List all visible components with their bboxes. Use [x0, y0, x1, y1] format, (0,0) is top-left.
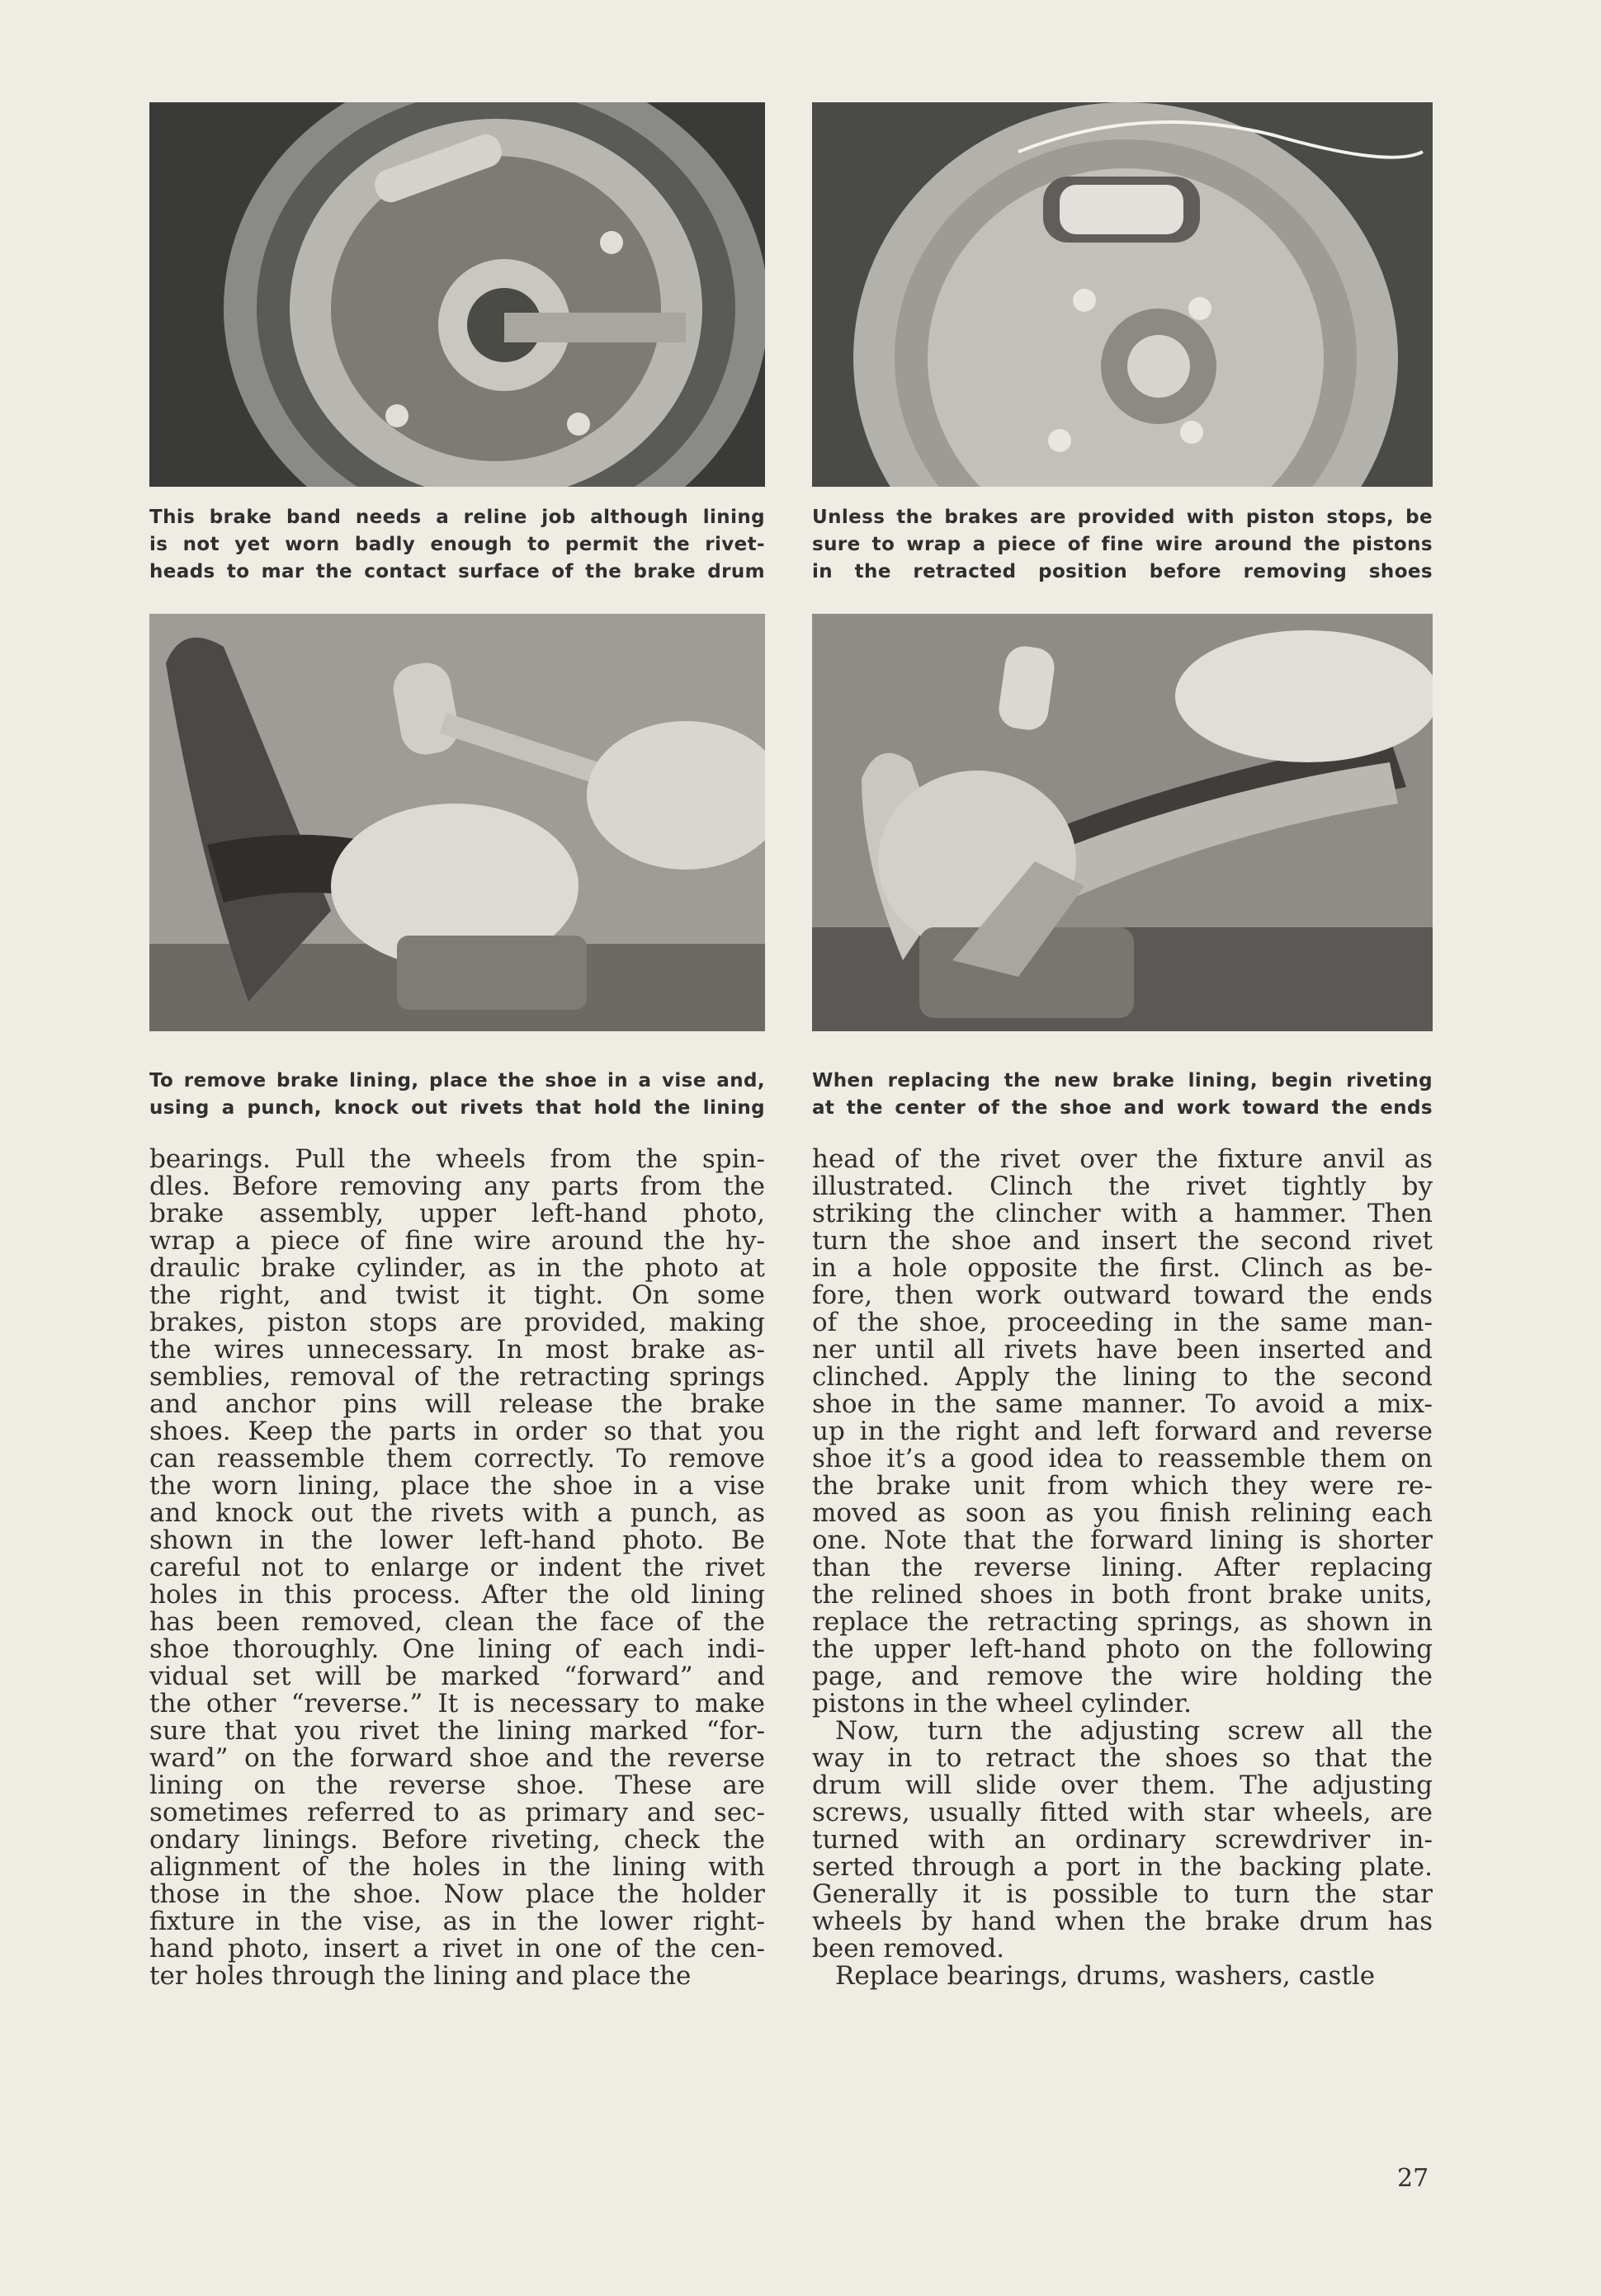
body-text-line: fore, then work outward toward the ends	[812, 1280, 1433, 1310]
caption-bottom-left	[149, 1068, 765, 1122]
body-text-line: turn the shoe and insert the second rivet	[812, 1226, 1433, 1256]
body-text-line: been removed.	[812, 1934, 1005, 1964]
body-text-line: brake assembly, upper left-hand photo,	[149, 1199, 765, 1228]
caption-line: To remove brake lining, place the shoe in a vise and,	[149, 1070, 765, 1091]
body-text-line: wheels by hand when the brake drum has	[812, 1907, 1433, 1936]
body-text-line: turned with an ordinary screwdriver in-	[812, 1825, 1433, 1855]
body-text-line: and anchor pins will release the brake	[149, 1389, 765, 1419]
caption-bottom-right	[812, 1068, 1433, 1122]
body-text-line: shoe in the same manner. To avoid a mix-	[812, 1389, 1433, 1419]
caption-line: This brake band needs a reline job although lining	[149, 507, 765, 528]
body-text-line: shoe thoroughly. One lining of each indi-	[149, 1634, 765, 1664]
page-number: 27	[1397, 2164, 1429, 2193]
body-text-line: semblies, removal of the retracting springs	[149, 1362, 765, 1392]
caption-line: at the center of the shoe and work toward the ends	[812, 1097, 1433, 1119]
caption-top-right	[812, 504, 1433, 586]
body-text-line: striking the clincher with a hammer. Then	[812, 1199, 1433, 1228]
caption-line: heads to mar the contact surface of the brake drum	[149, 561, 765, 582]
wire-wrapped-cylinder-photo	[812, 102, 1433, 487]
body-text-line: hand photo, insert a rivet in one of the cen-	[149, 1934, 765, 1964]
body-text-line: shoe it’s a good idea to reassemble them on	[812, 1444, 1433, 1473]
body-text-line: way in to retract the shoes so that the	[812, 1743, 1433, 1773]
body-text-line: screws, usually fitted with star wheels, are	[812, 1798, 1433, 1827]
caption-line: sure to wrap a piece of fine wire around the pistons	[812, 534, 1433, 555]
body-text-line: shoes. Keep the parts in order so that you	[149, 1417, 765, 1446]
body-text-line: pistons in the wheel cylinder.	[812, 1689, 1192, 1718]
caption-line: When replacing the new brake lining, begin riveting	[812, 1070, 1433, 1091]
caption-line: Unless the brakes are provided with piston stops, be	[812, 507, 1433, 528]
body-text-line: vidual set will be marked “forward” and	[149, 1662, 765, 1691]
body-text-line: those in the shoe. Now place the holder	[149, 1879, 765, 1909]
caption-top-left	[149, 504, 765, 586]
body-text-line: the brake unit from which they were re-	[812, 1471, 1433, 1501]
body-text-line: clinched. Apply the lining to the second	[812, 1362, 1433, 1392]
body-text-line: Generally it is possible to turn the star	[812, 1879, 1433, 1909]
body-text-line: sometimes referred to as primary and sec-	[149, 1798, 765, 1827]
caption-line: using a punch, knock out rivets that hold the lining	[149, 1097, 765, 1119]
body-text-line: head of the rivet over the fixture anvil as	[812, 1144, 1433, 1174]
body-text-line: the other “reverse.” It is necessary to make	[149, 1689, 765, 1718]
body-text-line: ward” on the forward shoe and the reverse	[149, 1743, 765, 1773]
body-text-line: the upper left-hand photo on the following	[812, 1634, 1433, 1664]
body-text-line: and knock out the rivets with a punch, as	[149, 1498, 765, 1528]
body-text-line: ner until all rivets have been inserted and	[812, 1335, 1433, 1365]
body-column-left	[149, 1146, 765, 1990]
body-text-line: ter holes through the lining and place the	[149, 1961, 692, 1991]
body-text-line: can reassemble them correctly. To remove	[149, 1444, 765, 1473]
body-text-line: sure that you rivet the lining marked “for-	[149, 1716, 765, 1746]
body-text-line: holes in this process. After the old lining	[149, 1580, 765, 1610]
body-text-line: up in the right and left forward and reverse	[812, 1417, 1433, 1446]
caption-line: is not yet worn badly enough to permit the rivet-	[149, 534, 765, 555]
body-text-line: Now, turn the adjusting screw all the	[835, 1716, 1433, 1746]
body-text-line: replace the retracting springs, as shown in	[812, 1607, 1433, 1637]
body-text-line: ondary linings. Before riveting, check the	[149, 1825, 765, 1855]
body-text-line: than the reverse lining. After replacing	[812, 1553, 1433, 1582]
body-text-line: has been removed, clean the face of the	[149, 1607, 765, 1637]
body-text-line: the wires unnecessary. In most brake as-	[149, 1335, 765, 1365]
body-text-line: serted through a port in the backing plate.	[812, 1852, 1433, 1882]
brake-band-photo	[149, 102, 765, 487]
body-text-line: dles. Before removing any parts from the	[149, 1172, 765, 1201]
body-text-line: brakes, piston stops are provided, making	[149, 1308, 765, 1337]
body-text-line: Replace bearings, drums, washers, castle	[835, 1961, 1376, 1991]
body-text-line: in a hole opposite the first. Clinch as be-	[812, 1253, 1433, 1283]
body-text-line: the worn lining, place the shoe in a vise	[149, 1471, 765, 1501]
body-text-line: one. Note that the forward lining is shorter	[812, 1525, 1433, 1555]
riveting-photo	[812, 614, 1433, 1031]
body-text-line: bearings. Pull the wheels from the spin-	[149, 1144, 765, 1174]
body-text-line: the right, and twist it tight. On some	[149, 1280, 765, 1310]
vise-punch-photo	[149, 614, 765, 1031]
body-text-line: lining on the reverse shoe. These are	[149, 1770, 765, 1800]
body-text-line: wrap a piece of fine wire around the hy-	[149, 1226, 765, 1256]
body-text-line: illustrated. Clinch the rivet tightly by	[812, 1172, 1433, 1201]
body-text-line: draulic brake cylinder, as in the photo at	[149, 1253, 765, 1283]
body-column-right	[812, 1146, 1433, 1990]
body-text-line: alignment of the holes in the lining with	[149, 1852, 765, 1882]
body-text-line: careful not to enlarge or indent the rivet	[149, 1553, 765, 1582]
body-text-line: page, and remove the wire holding the	[812, 1662, 1433, 1691]
body-text-line: shown in the lower left-hand photo. Be	[149, 1525, 765, 1555]
body-text-line: moved as soon as you finish relining each	[812, 1498, 1433, 1528]
caption-line: in the retracted position before removing shoes	[812, 561, 1433, 582]
body-text-line: of the shoe, proceeding in the same man-	[812, 1308, 1433, 1337]
body-text-line: fixture in the vise, as in the lower right-	[149, 1907, 765, 1936]
body-text-line: drum will slide over them. The adjusting	[812, 1770, 1433, 1800]
body-text-line: the relined shoes in both front brake units,	[812, 1580, 1433, 1610]
